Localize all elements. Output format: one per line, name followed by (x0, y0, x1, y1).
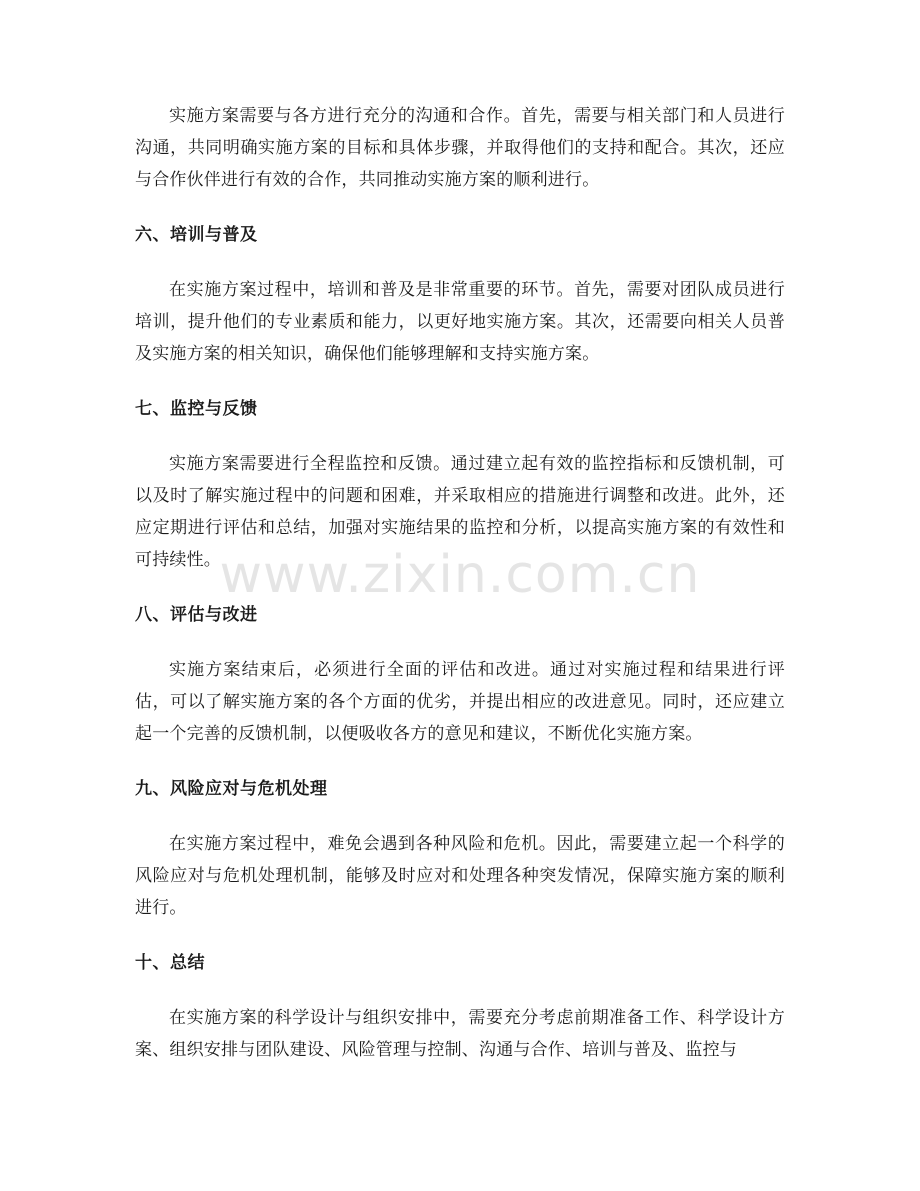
heading-evaluation: 八、评估与改进 (135, 605, 258, 625)
paragraph-communication: 实施方案需要与各方进行充分的沟通和合作。首先，需要与相关部门和人员进行沟通，共同明确实施方案的目标和具体步骤，并取得他们的支持和配合。其次，还应与合作伙伴进行有效的合作，共同推动实施方案的顺利进行。 (135, 106, 785, 190)
watermark: www.zixin.com.cn (219, 545, 701, 605)
heading-risk: 九、风险应对与危机处理 (135, 779, 328, 799)
heading-summary: 十、总结 (135, 953, 205, 973)
paragraph-training: 在实施方案过程中，培训和普及是非常重要的环节。首先，需要对团队成员进行培训，提升他们的专业素质和能力，以更好地实施方案。其次，还需要向相关人员普及实施方案的相关知识，确保他们能够理解和支持实施方案。 (135, 280, 785, 364)
paragraph-risk: 在实施方案过程中，难免会遇到各种风险和危机。因此，需要建立起一个科学的风险应对与危机处理机制，能够及时应对和处理各种突发情况，保障实施方案的顺利进行。 (135, 834, 785, 918)
paragraph-evaluation: 实施方案结束后，必须进行全面的评估和改进。通过对实施过程和结果进行评估，可以了解实施方案的各个方面的优劣，并提出相应的改进意见。同时，还应建立起一个完善的反馈机制，以便吸收各方的意见和建议，不断优化实施方案。 (135, 660, 785, 744)
heading-monitoring: 七、监控与反馈 (135, 399, 258, 419)
paragraph-summary: 在实施方案的科学设计与组织安排中，需要充分考虑前期准备工作、科学设计方案、组织安排与团队建设、风险管理与控制、沟通与合作、培训与普及、监控与 (135, 1008, 785, 1060)
document-page (135, 100, 785, 1066)
paragraph-monitoring: 实施方案需要进行全程监控和反馈。通过建立起有效的监控指标和反馈机制，可以及时了解实施过程中的问题和困难，并采取相应的措施进行调整和改进。此外，还应定期进行评估和总结，加强对实施结果的监控和分析，以提高实施方案的有效性和可持续性。 (135, 454, 785, 570)
heading-training: 六、培训与普及 (135, 225, 258, 245)
